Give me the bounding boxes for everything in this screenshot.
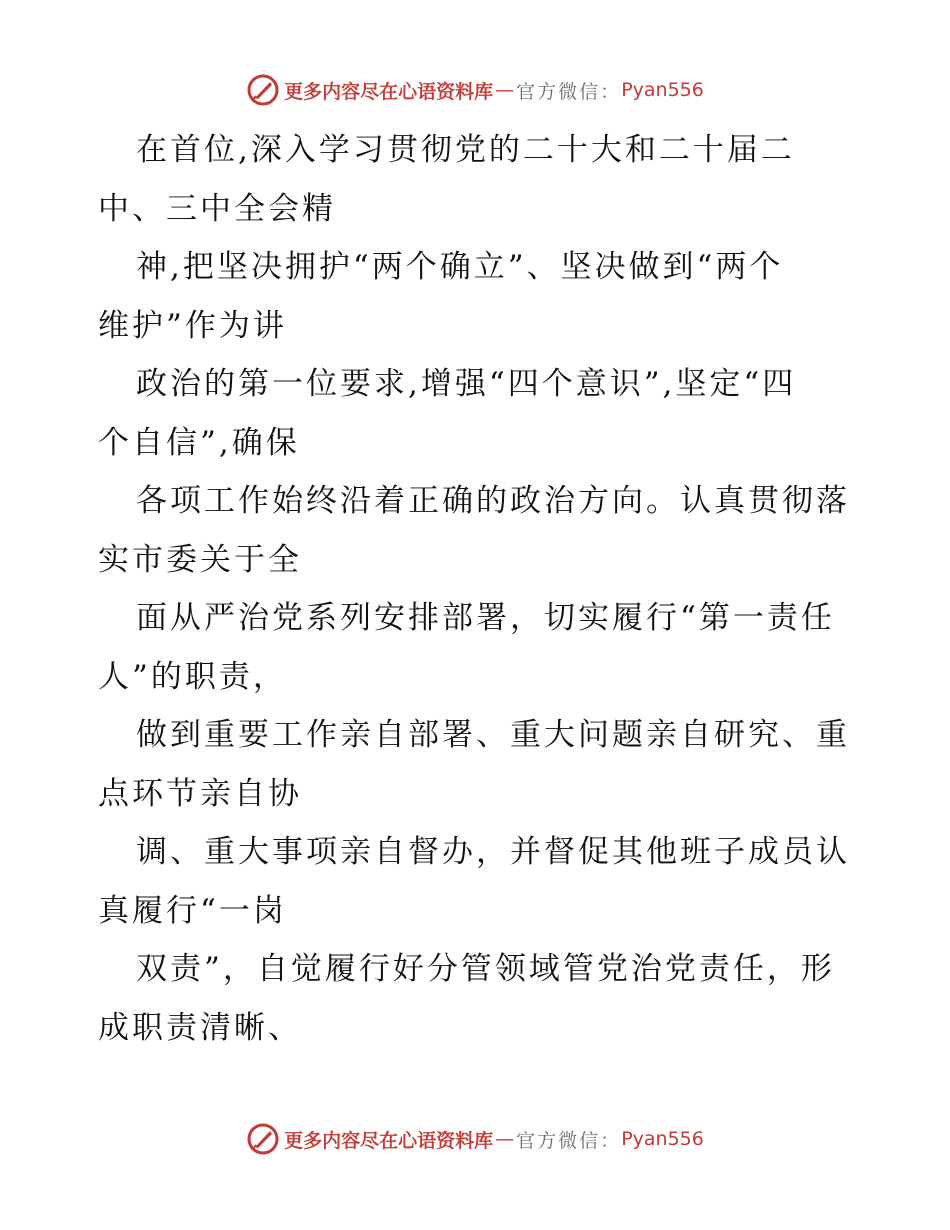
- text-line: 政治的第一位要求,增强“四个意识”,坚定“四: [136, 366, 797, 402]
- footer-watermark: [0, 1119, 950, 1159]
- paragraph: [98, 706, 878, 823]
- watermark-wechat-id: Pyan556: [621, 79, 704, 101]
- quill-logo-icon: [246, 1122, 280, 1156]
- quill-logo-icon: [246, 73, 280, 107]
- watermark-site-name: 更多内容尽在心语资料库: [284, 80, 494, 103]
- paragraph: [98, 823, 878, 940]
- text-line: 做到重要工作亲自部署、重大问题亲自研究、重: [136, 717, 850, 753]
- watermark-dash: —: [495, 1128, 515, 1150]
- paragraph: [98, 940, 878, 1057]
- text-line: 中、三中全会精: [98, 190, 336, 227]
- text-line: 实市委关于全: [98, 541, 302, 578]
- paragraph: [98, 355, 878, 472]
- text-line: 个自信”,确保: [98, 424, 300, 461]
- text-line: 成职责清晰、: [98, 1009, 302, 1046]
- watermark-site-name: 更多内容尽在心语资料库: [284, 1129, 494, 1152]
- header-watermark: [0, 70, 950, 110]
- text-line: 在首位,深入学习贯彻党的二十大和二十届二: [136, 132, 795, 168]
- text-line: 人”的职责，: [98, 658, 287, 695]
- watermark-wechat-label: 官方微信：: [516, 80, 622, 103]
- text-line: 点环节亲自协: [98, 775, 302, 812]
- paragraph: [98, 121, 878, 238]
- text-line: 各项工作始终沿着正确的政治方向。认真贯彻落: [136, 483, 850, 519]
- document-body: [98, 121, 878, 1057]
- text-line: 维护”作为讲: [98, 307, 287, 344]
- text-line: 双责”，自觉履行好分管领域管党治党责任，形: [136, 951, 835, 987]
- watermark-dash: —: [495, 79, 515, 101]
- paragraph: [98, 472, 878, 589]
- text-line: 调、重大事项亲自督办，并督促其他班子成员认: [136, 834, 850, 870]
- text-line: 神,把坚决拥护“两个确立”、坚决做到“两个: [136, 249, 784, 285]
- watermark-wechat-label: 官方微信：: [516, 1129, 622, 1152]
- paragraph: [98, 238, 878, 355]
- watermark-wechat-id: Pyan556: [621, 1128, 704, 1150]
- text-line: 真履行“一岗: [98, 892, 287, 929]
- text-line: 面从严治党系列安排部署，切实履行“第一责任: [136, 600, 835, 636]
- paragraph: [98, 589, 878, 706]
